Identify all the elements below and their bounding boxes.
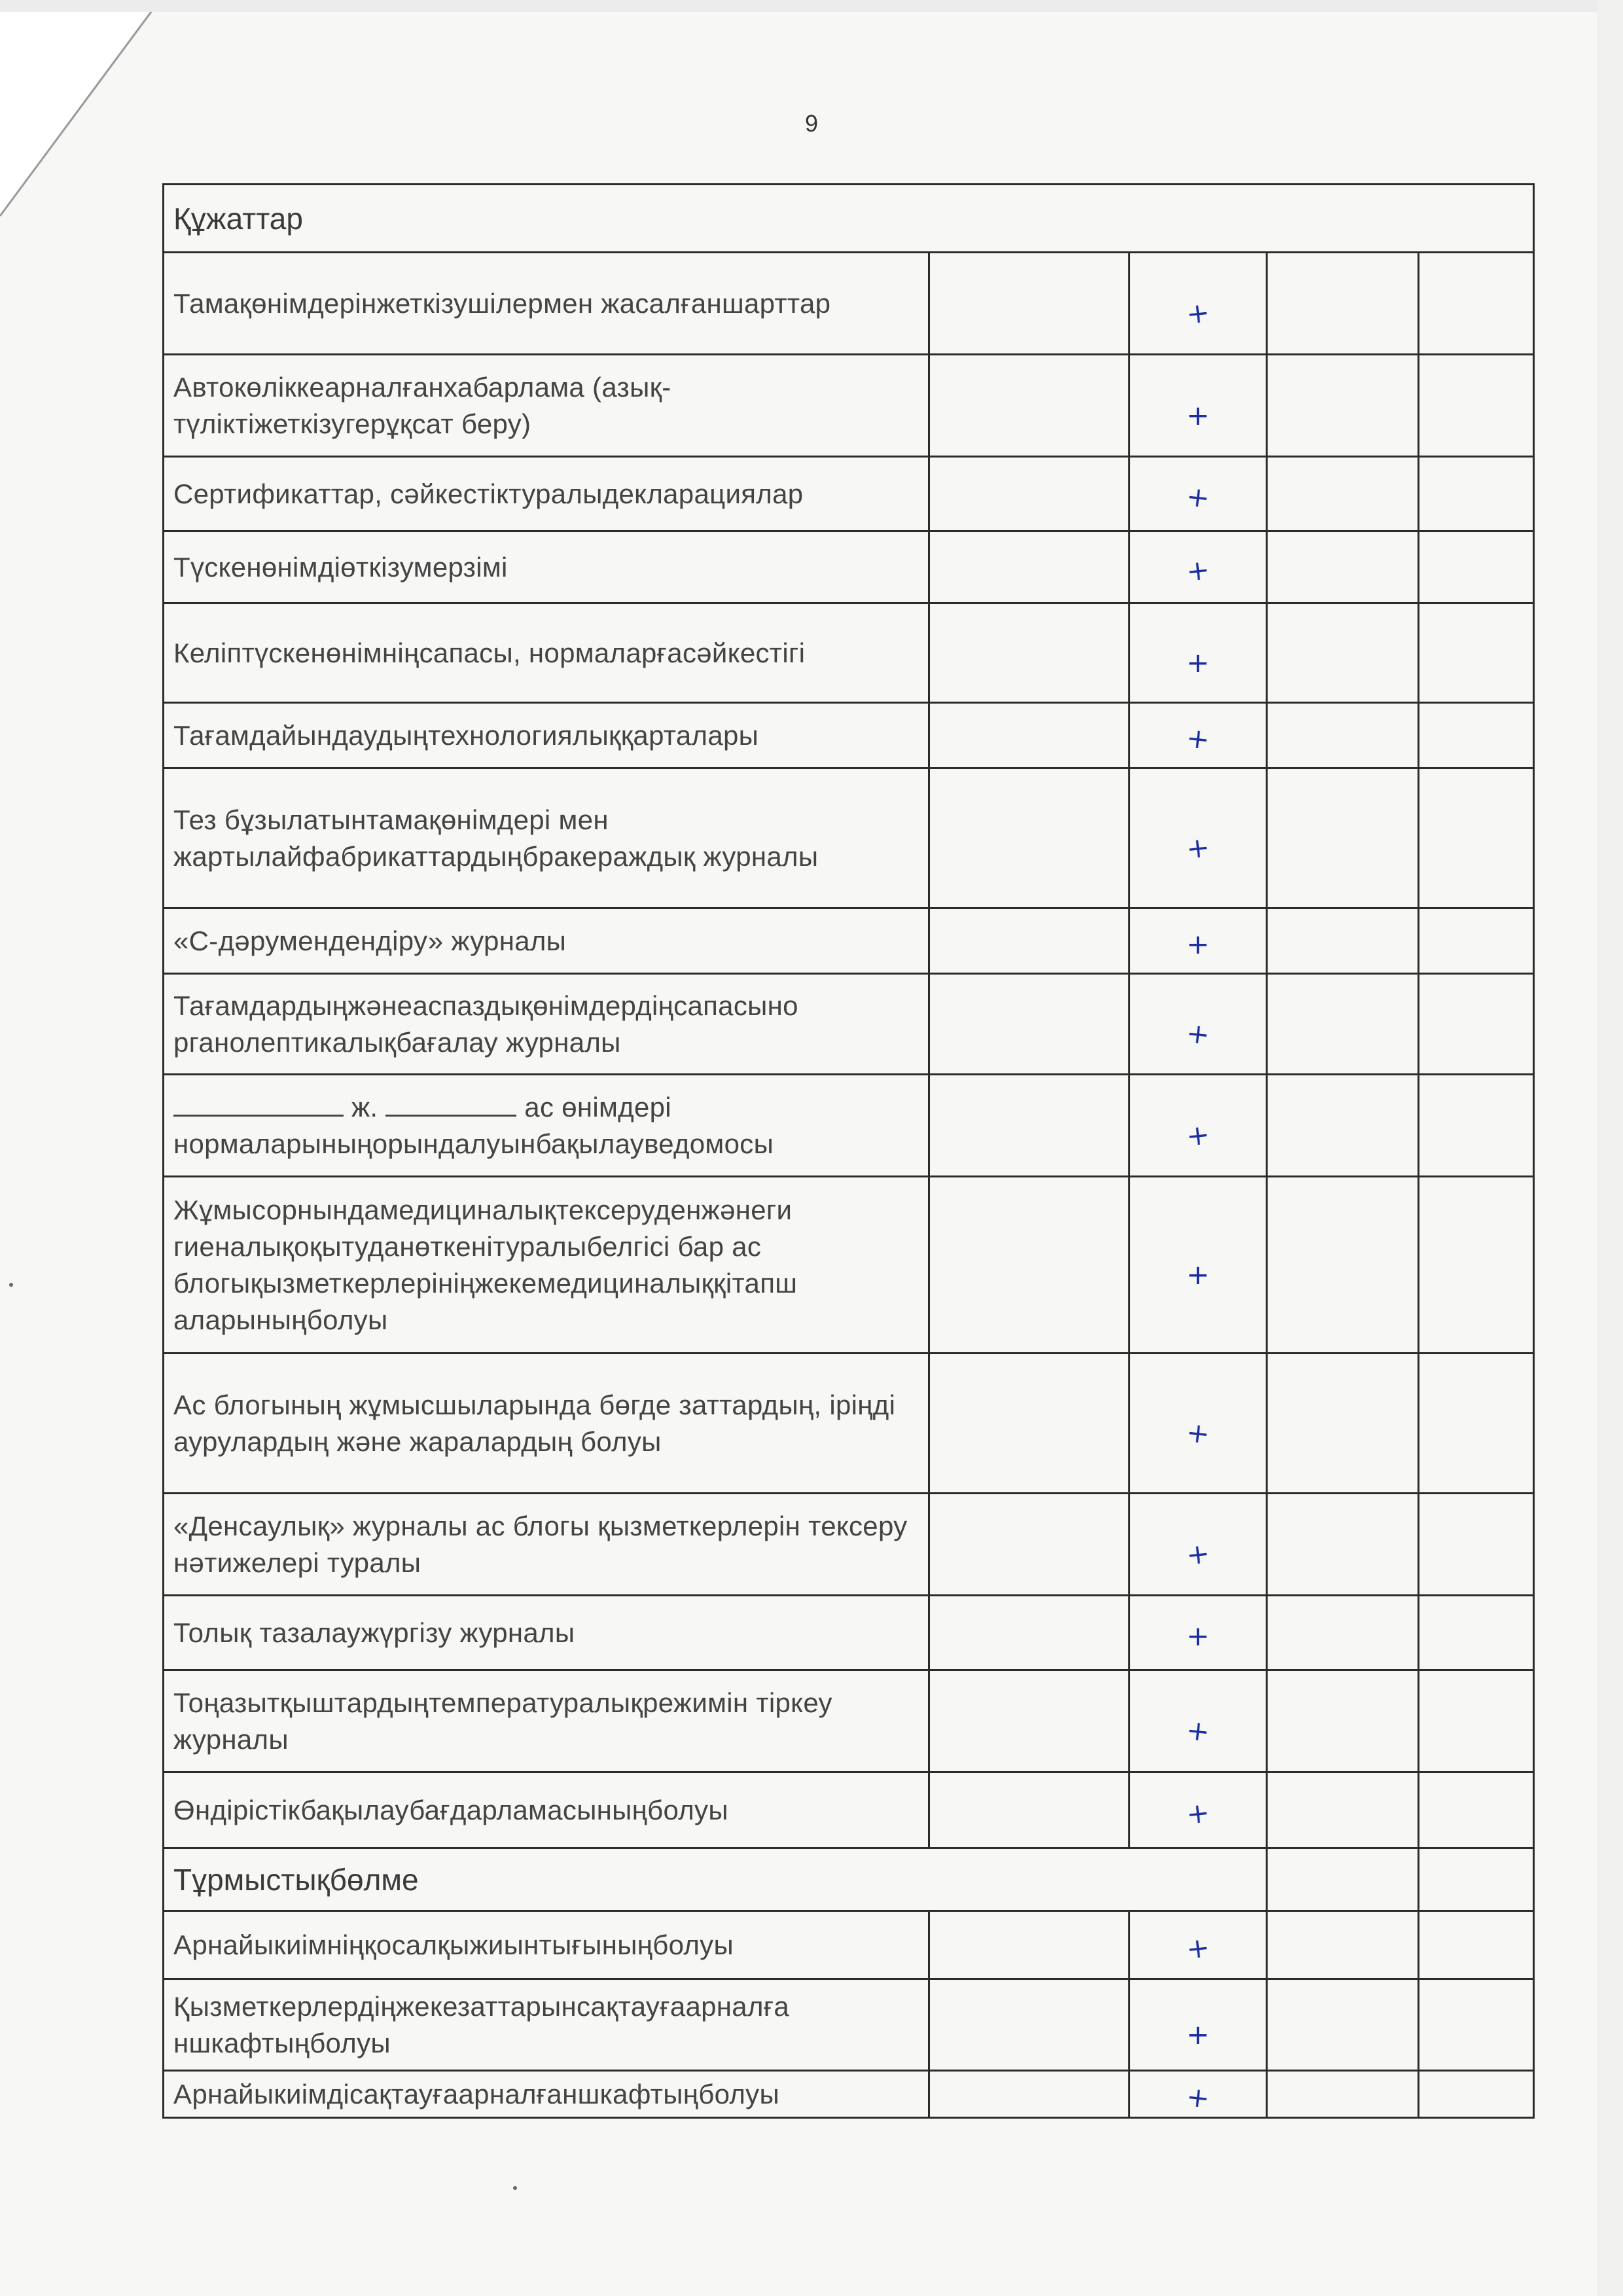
answer-cell-yes[interactable] <box>1130 1911 1267 1979</box>
remarks-cell[interactable] <box>1267 603 1419 703</box>
criterion-label: Түскенөнімдіөткізумерзімі <box>164 531 929 603</box>
answer-cell-yes[interactable] <box>1130 1670 1267 1772</box>
table-row <box>164 1772 1534 1848</box>
criterion-label: «С-дәрумендендіру» журналы <box>164 908 929 974</box>
criterion-label <box>164 1075 929 1177</box>
answer-cell-no[interactable] <box>929 974 1130 1075</box>
handwritten-plus-mark: + <box>1185 830 1211 865</box>
remarks-cell[interactable] <box>1267 1596 1419 1670</box>
answer-cell-no[interactable] <box>929 1772 1130 1848</box>
remarks-cell[interactable] <box>1267 1075 1419 1177</box>
score-cell[interactable] <box>1419 253 1534 355</box>
table-row <box>164 974 1534 1075</box>
answer-cell-yes[interactable] <box>1130 1354 1267 1494</box>
answer-cell-yes[interactable] <box>1130 1772 1267 1848</box>
section-header-row <box>164 1848 1534 1911</box>
score-cell[interactable] <box>1419 1075 1534 1177</box>
criterion-label: Ас блогының жұмысшыларында бөгде заттардың, іріңді аурулардың және жаралардың болуы <box>164 1354 929 1494</box>
table-row <box>164 908 1534 974</box>
handwritten-plus-mark: + <box>1185 1117 1211 1153</box>
table-row <box>164 1596 1534 1670</box>
empty-cell <box>1419 1848 1534 1911</box>
remarks-cell[interactable] <box>1267 1911 1419 1979</box>
remarks-cell[interactable] <box>1267 253 1419 355</box>
remarks-cell[interactable] <box>1267 531 1419 603</box>
table-row <box>164 1494 1534 1596</box>
table-row <box>164 531 1534 603</box>
table-row <box>164 1075 1534 1177</box>
handwritten-plus-mark: + <box>1186 399 1210 431</box>
answer-cell-yes[interactable] <box>1130 1979 1267 2071</box>
handwritten-plus-mark: + <box>1186 646 1210 679</box>
remarks-cell[interactable] <box>1267 974 1419 1075</box>
criterion-label: Тағамдардыңжәнеаспаздықөнімдердіңсапасыно рганолептикалықбағалау журналы <box>164 974 929 1075</box>
answer-cell-yes[interactable] <box>1130 1177 1267 1354</box>
answer-cell-yes[interactable] <box>1130 1596 1267 1670</box>
handwritten-plus-mark: + <box>1186 1619 1210 1652</box>
answer-cell-no[interactable] <box>929 1494 1130 1596</box>
handwritten-plus-mark: + <box>1185 1016 1211 1051</box>
criterion-label: Тез бұзылатынтамақөнімдері мен жартылайфабрикаттардыңбракераждық журналы <box>164 768 929 908</box>
answer-cell-no[interactable] <box>929 355 1130 457</box>
answer-cell-no[interactable] <box>929 1177 1130 1354</box>
criterion-text: ас өнімдері нормаларыныңорындалуынбақылауведомосы <box>173 1092 774 1159</box>
section-title: Құжаттар <box>164 185 1534 253</box>
criterion-label: Автокөліккеарналғанхабарлама (азық-түліктіжеткізугерұқсат беру) <box>164 355 929 457</box>
handwritten-plus-mark: + <box>1185 479 1211 514</box>
table-row <box>164 1177 1534 1354</box>
answer-cell-no[interactable] <box>929 768 1130 908</box>
criterion-label: Өндірістікбақылаубағдарламасыныңболуы <box>164 1772 929 1848</box>
handwritten-plus-mark: + <box>1185 295 1211 331</box>
table-row <box>164 768 1534 908</box>
criterion-label: Келіптүскенөнімніңсапасы, нормаларғасәйкестігі <box>164 603 929 703</box>
answer-cell-no[interactable] <box>929 1596 1130 1670</box>
criterion-label: Арнайыкиімдісақтауғаарналғаншкафтыңболуы <box>164 2071 929 2118</box>
table-row <box>164 457 1534 531</box>
remarks-cell[interactable] <box>1267 908 1419 974</box>
remarks-cell[interactable] <box>1267 1354 1419 1494</box>
answer-cell-yes[interactable] <box>1130 603 1267 703</box>
answer-cell-yes[interactable] <box>1130 703 1267 768</box>
answer-cell-no[interactable] <box>929 1911 1130 1979</box>
table-row <box>164 703 1534 768</box>
answer-cell-no[interactable] <box>929 2071 1130 2118</box>
remarks-cell[interactable] <box>1267 1670 1419 1772</box>
score-cell[interactable] <box>1419 1494 1534 1596</box>
score-cell[interactable] <box>1419 908 1534 974</box>
criterion-label: Сертификаттар, сәйкестіктуралыдекларациялар <box>164 457 929 531</box>
criterion-label: Тағамдайындаудыңтехнологиялыққарталары <box>164 703 929 768</box>
table-row <box>164 1911 1534 1979</box>
answer-cell-no[interactable] <box>929 1979 1130 2071</box>
table-row <box>164 253 1534 355</box>
answer-cell-no[interactable] <box>929 1075 1130 1177</box>
handwritten-plus-mark: + <box>1185 1536 1211 1571</box>
answer-cell-yes[interactable] <box>1130 768 1267 908</box>
year-abbrev: ж. <box>344 1092 386 1122</box>
scan-speck <box>513 2186 517 2190</box>
score-cell[interactable] <box>1419 768 1534 908</box>
answer-cell-no[interactable] <box>929 457 1130 531</box>
answer-cell-yes[interactable] <box>1130 355 1267 457</box>
answer-cell-no[interactable] <box>929 531 1130 603</box>
answer-cell-yes[interactable] <box>1130 1494 1267 1596</box>
handwritten-plus-mark: + <box>1185 721 1211 756</box>
remarks-cell[interactable] <box>1267 2071 1419 2118</box>
remarks-cell[interactable] <box>1267 703 1419 768</box>
criterion-label: Тамақөнімдерінжеткізушілермен жасалғаншарттар <box>164 253 929 355</box>
remarks-cell[interactable] <box>1267 1979 1419 2071</box>
answer-cell-yes[interactable] <box>1130 253 1267 355</box>
criterion-label: Жұмысорнындамедициналықтексеруденжәнеги гиеналықоқытуданөткенітуралыбелгісі бар ас блогықызметкерлерініңжекемедициналыққітапш аларыныңболуы <box>164 1177 929 1354</box>
remarks-cell[interactable] <box>1267 1772 1419 1848</box>
answer-cell-no[interactable] <box>929 1354 1130 1494</box>
handwritten-plus-mark: + <box>1186 1258 1210 1291</box>
criterion-label: Тоңазытқыштардыңтемпературалықрежимін тіркеу журналы <box>164 1670 929 1772</box>
fill-in-blank[interactable] <box>173 1088 344 1117</box>
answer-cell-no[interactable] <box>929 253 1130 355</box>
remarks-cell[interactable] <box>1267 457 1419 531</box>
remarks-cell[interactable] <box>1267 1494 1419 1596</box>
answer-cell-yes[interactable] <box>1130 1075 1267 1177</box>
remarks-cell[interactable] <box>1267 1177 1419 1354</box>
score-cell[interactable] <box>1419 703 1534 768</box>
checklist-table <box>162 183 1535 2119</box>
criterion-label: Арнайыкиімніңқосалқыжиынтығыныңболуы <box>164 1911 929 1979</box>
table-row <box>164 355 1534 457</box>
score-cell[interactable] <box>1419 1670 1534 1772</box>
handwritten-plus-mark: + <box>1185 1795 1211 1831</box>
remarks-cell[interactable] <box>1267 355 1419 457</box>
answer-cell-yes[interactable] <box>1130 2071 1267 2118</box>
table-row <box>164 1354 1534 1494</box>
handwritten-plus-mark: + <box>1186 927 1210 960</box>
score-cell[interactable] <box>1419 1979 1534 2071</box>
empty-cell <box>1267 1848 1419 1911</box>
score-cell[interactable] <box>1419 355 1534 457</box>
section-title: Тұрмыстықбөлме <box>164 1848 1267 1911</box>
score-cell[interactable] <box>1419 531 1534 603</box>
score-cell[interactable] <box>1419 1596 1534 1670</box>
page-number: 9 <box>804 110 819 137</box>
handwritten-plus-mark: + <box>1185 1930 1211 1965</box>
handwritten-plus-mark: + <box>1185 1415 1211 1450</box>
score-cell[interactable] <box>1419 1177 1534 1354</box>
fill-in-blank[interactable] <box>385 1088 516 1117</box>
criterion-label: Қызметкерлердіңжекезаттарынсақтауғаарналға ншкафтыңболуы <box>164 1979 929 2071</box>
remarks-cell[interactable] <box>1267 768 1419 908</box>
answer-cell-no[interactable] <box>929 703 1130 768</box>
criterion-label: Толық тазалаужүргізу журналы <box>164 1596 929 1670</box>
handwritten-plus-mark: + <box>1185 552 1211 588</box>
score-cell[interactable] <box>1419 1354 1534 1494</box>
section-header-row <box>164 185 1534 253</box>
score-cell[interactable] <box>1419 457 1534 531</box>
score-cell[interactable] <box>1419 603 1534 703</box>
score-cell[interactable] <box>1419 2071 1534 2118</box>
handwritten-plus-mark: + <box>1186 2018 1210 2051</box>
table-row <box>164 1979 1534 2071</box>
score-cell[interactable] <box>1419 974 1534 1075</box>
table-row <box>164 603 1534 703</box>
answer-cell-yes[interactable] <box>1130 974 1267 1075</box>
answer-cell-no[interactable] <box>929 908 1130 974</box>
table-row <box>164 1670 1534 1772</box>
answer-cell-yes[interactable] <box>1130 531 1267 603</box>
answer-cell-yes[interactable] <box>1130 908 1267 974</box>
criterion-label: «Денсаулық» журналы ас блогы қызметкерлерін тексеру нәтижелері туралы <box>164 1494 929 1596</box>
answer-cell-yes[interactable] <box>1130 457 1267 531</box>
handwritten-plus-mark: + <box>1185 1713 1211 1748</box>
handwritten-plus-mark: + <box>1185 2079 1211 2115</box>
table-row <box>164 2071 1534 2118</box>
scan-speck <box>9 1283 13 1287</box>
score-cell[interactable] <box>1419 1772 1534 1848</box>
answer-cell-no[interactable] <box>929 603 1130 703</box>
answer-cell-no[interactable] <box>929 1670 1130 1772</box>
score-cell[interactable] <box>1419 1911 1534 1979</box>
